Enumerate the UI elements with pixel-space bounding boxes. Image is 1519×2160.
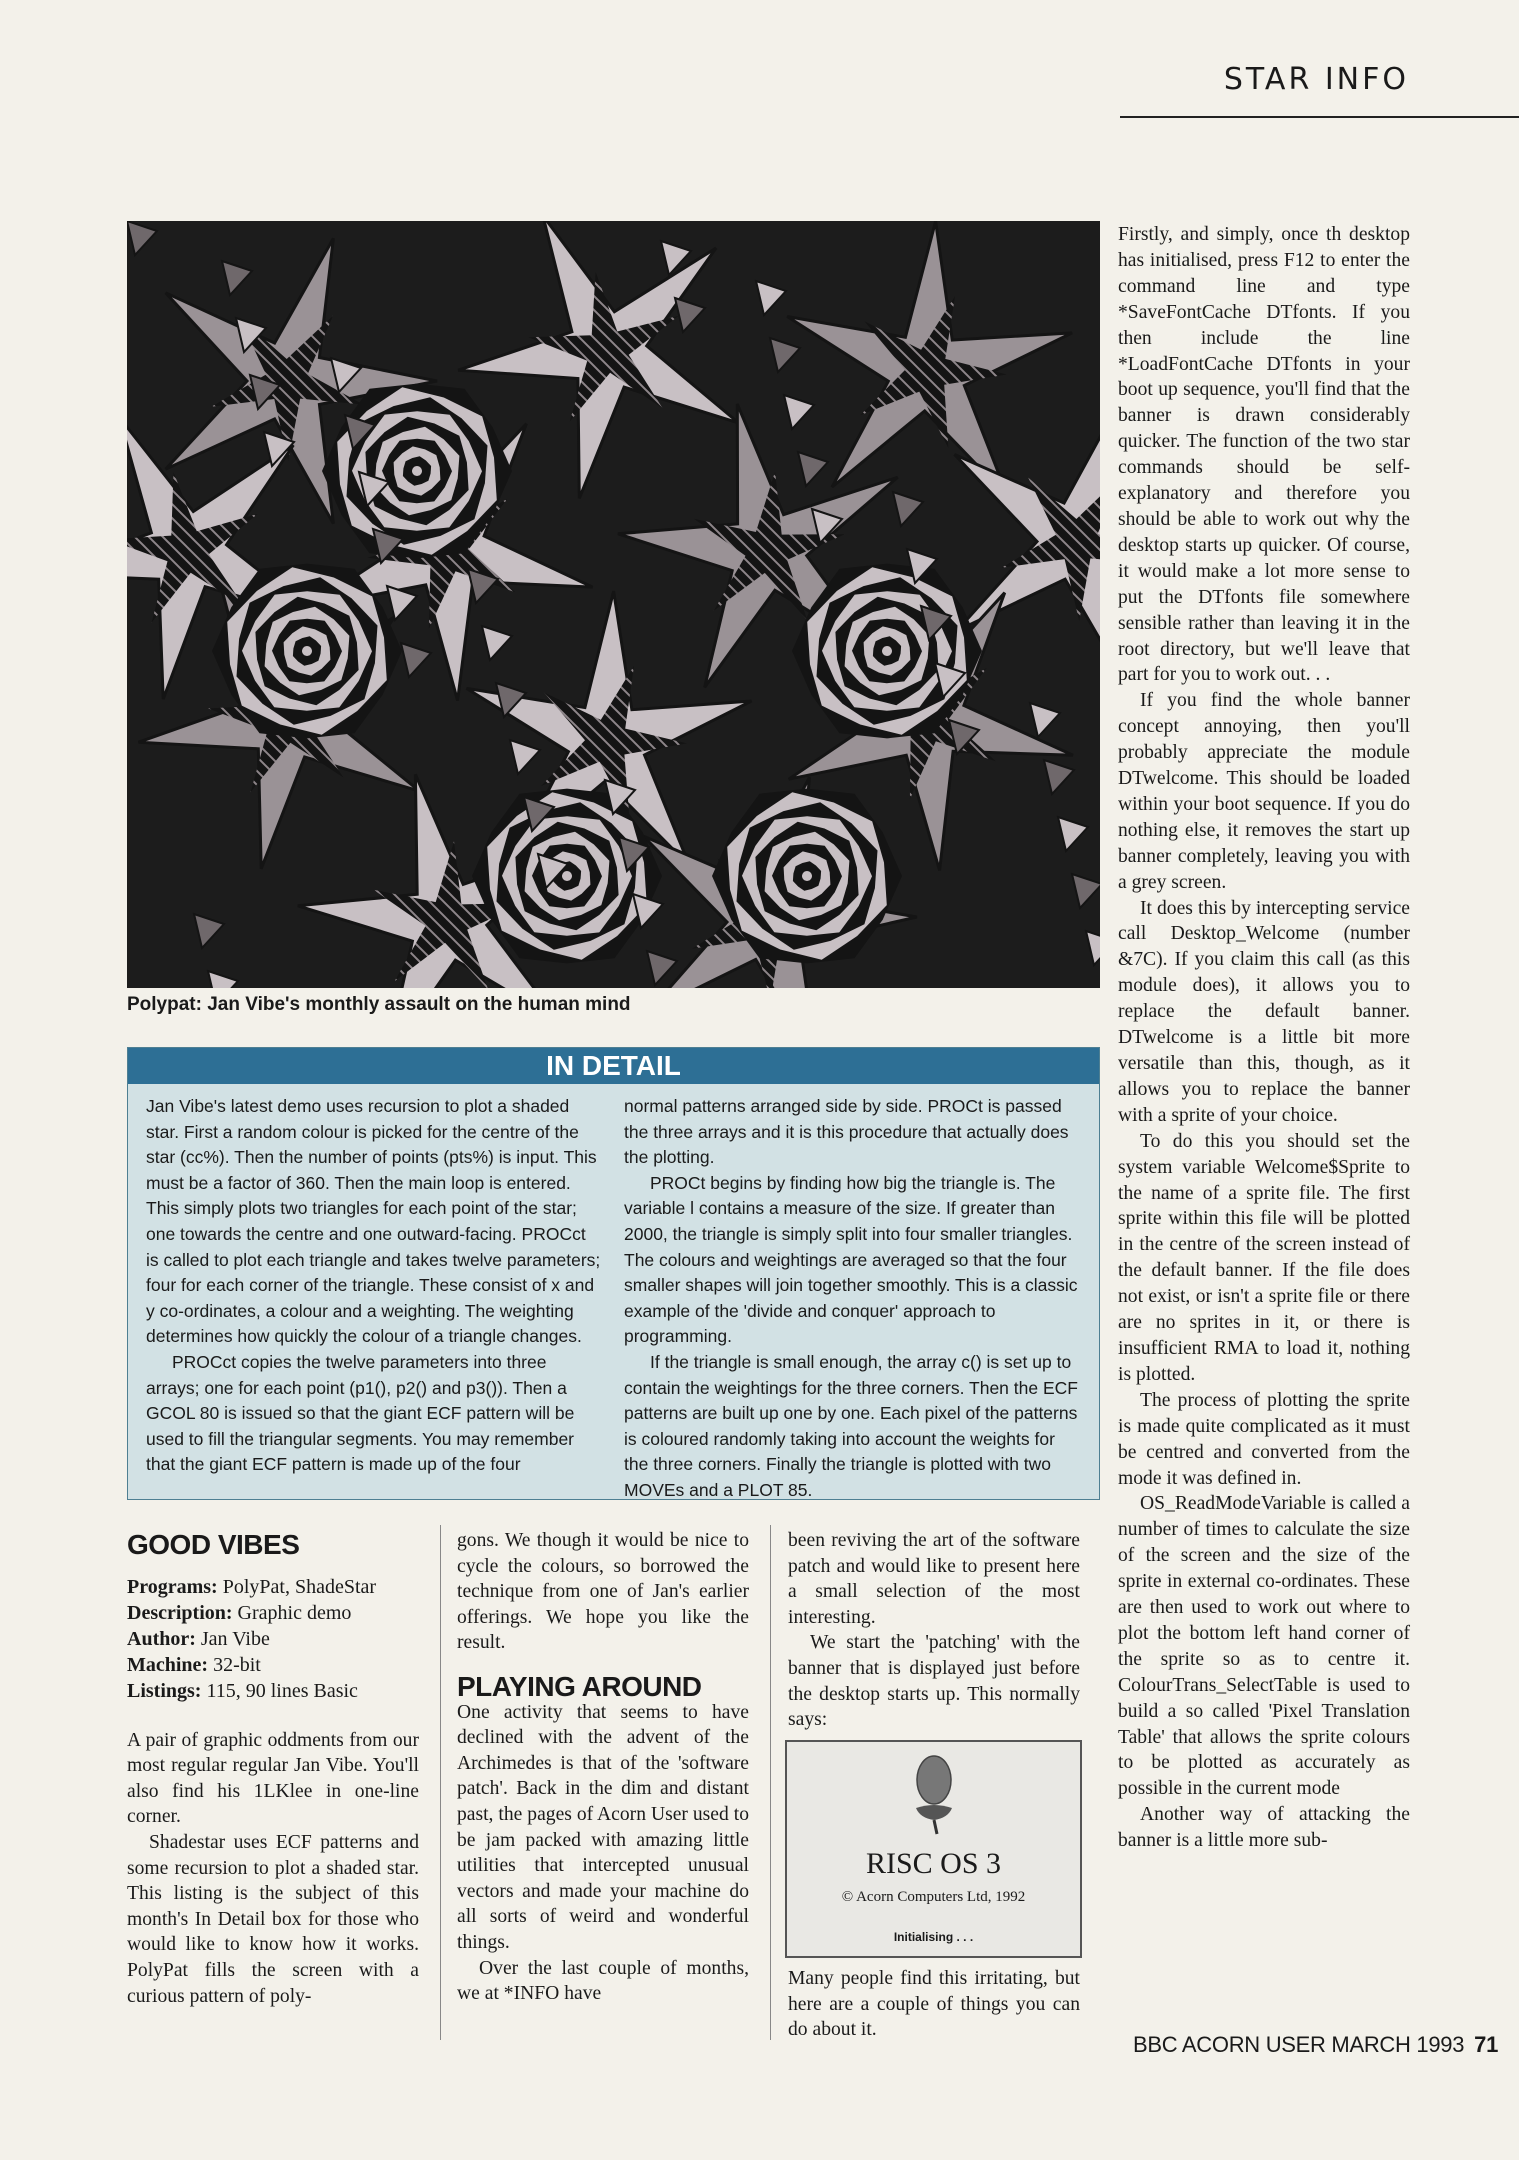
body-paragraph: OS_ReadModeVariable is called a number of times to calculate the size of the screen and the size of the sprite in external co-ordinates. These are then used to work out where to plot the bottom left hand corner of the sprite so as to centre it. ColourTrans_SelectTable is used to build a so called 'Pixel Translation Table' that allows the sprite colours to be plotted as accurately as possible in the current mode [1118,1493,1410,1800]
banner-status: Initialising . . . [893,1930,974,1944]
info-machine: Machine: 32-bit [127,1653,261,1676]
header-rule [1120,116,1519,118]
in-detail-paragraph: PROCt begins by finding how big the triangle is. The variable l contains a measure of the size. If greater than 2000, the triangle is simply split into four smaller triangles. The colours and weightings are averaged so that the four smaller shapes will join together smoothly. This is a classic example of the 'divide and conquer' approach to programming. [624,1172,1078,1347]
polypat-artwork [127,221,1100,988]
good-vibes-paragraph: Shadestar uses ECF patterns and some recursion to plot a shaded star. This listing is the subject of this month's In Detail box for those who would like to know how it works. PolyPat fills the screen with a curious pattern of poly- [127,1831,419,2007]
body-paragraph: It does this by intercepting service call Desktop_Welcome (number &7C). If you claim this call (as this module does), it allows you to replace the default banner. DTwelcome is a little bit more versatile than this, though, as it allows you to replace the banner with a sprite of your choice. [1118,897,1410,1126]
column-patching-end [788,1966,1080,2043]
section-header: STAR INFO [1223,62,1409,97]
art-ring-centre [802,871,812,881]
body-paragraph: One activity that seems to have declined with the advent of the Archimedes is that of the 'software patch'. Back in the dim and distant past, the pages of Acorn User used to be jam packed with amazing little utilities that intercepted unusual vectors and made your machine do all sorts of weird and wonderful things. [457,1701,749,1953]
body-paragraph: We start the 'patching' with the banner that is displayed just before the desktop starts up. This normally says: [788,1632,1080,1731]
page-footer [1133,2032,1498,2058]
playing-around-heading: PLAYING AROUND [457,1670,702,1702]
column-playing-around [457,1528,749,2007]
in-detail-paragraph: If the triangle is small enough, the array c() is set up to contain the weightings for the three corners. Then the ECF patterns are built up one by one. Each pixel of the patterns is coloured randomly taking into account the weights for the three corners. Finally the triangle is plotted with two MOVEs and a PLOT 85. [624,1351,1078,1500]
column-rule [440,1525,441,2040]
in-detail-title: IN DETAIL [128,1048,1099,1084]
risc-os-banner [785,1740,1082,1958]
polypat-pattern [127,221,1100,988]
info-author: Author: Jan Vibe [127,1627,270,1650]
in-detail-left-column [146,1094,601,1478]
body-paragraph: gons. We though it would be nice to cycle the colours, so borrowed the technique from one of Jan's earlier offerings. We hope you like the result. [457,1530,749,1654]
in-detail-paragraph: normal patterns arranged side by side. PROCt is passed the three arrays and it is this procedure that actually does the plotting. [624,1096,1069,1168]
in-detail-right-column [624,1094,1084,1504]
art-ring-centre [882,646,892,656]
body-paragraph: Firstly, and simply, once th desktop has initialised, press F12 to enter the command line and type *SaveFontCache DTfonts. If you then include the line *LoadFontCache DTfonts in your boot up sequence, you'll find that the banner is drawn considerably quicker. The function of the two star commands should be self-explanatory and therefore you should be able to work out why the desktop starts up quicker. Of course, it would make a lot more sense to put the DTfonts file somewhere sensible rather than leaving it in the root directory, but we'll leave that part for you to work out. . . [1118,224,1410,686]
body-paragraph: Another way of attacking the banner is a little more sub- [1118,1804,1410,1852]
body-paragraph: been reviving the art of the software patch and would like to present here a small selection of the most interesting. [788,1530,1080,1628]
acorn-icon [904,1750,964,1840]
art-ring-centre [412,466,422,476]
image-caption: Polypat: Jan Vibe's monthly assault on the human mind [127,994,631,1015]
column-good-vibes [127,1529,419,2009]
banner-copyright: © Acorn Computers Ltd, 1992 [841,1889,1026,1905]
page-number: 71 [1474,2032,1499,2057]
body-paragraph: The process of plotting the sprite is made quite complicated as it must be centred and converted from the mode it was defined in. [1118,1389,1410,1489]
info-description: Description: Graphic demo [127,1601,352,1624]
in-detail-box [127,1047,1100,1500]
footer-magazine: BBC ACORN USER MARCH 1993 [1133,2032,1465,2057]
good-vibes-paragraph: A pair of graphic oddments from our most regular regular Jan Vibe. You'll also find his 1LKlee in one-line corner. [127,1729,419,1828]
info-listings: Listings: 115, 90 lines Basic [127,1679,358,1702]
body-paragraph: Many people find this irritating, but here are a couple of things you can do about it. [788,1968,1080,2041]
in-detail-paragraph: PROCct copies the twelve parameters into three arrays; one for each point (p1(), p2() and p3()). Then a GCOL 80 is issued so that the giant ECF pattern will be used to fill the triangular segments. You may remember that the giant ECF pattern is made up of the four [146,1351,575,1475]
art-ring-centre [562,871,572,881]
info-programs: Programs: PolyPat, ShadeStar [127,1575,377,1598]
in-detail-paragraph: Jan Vibe's latest demo uses recursion to plot a shaded star. First a random colour is picked for the centre of the star (cc%). Then the number of points (pts%) is input. This must be a factor of 360. Then the main loop is entered. This simply plots two triangles for each point of the star; one towards the centre and one outward-facing. PROCct is called to plot each triangle and takes twelve parameters; four for each corner of the triangle. These consist of x and y co-ordinates, a colour and a weighting. The weighting determines how quickly the colour of a triangle changes. [146,1096,601,1347]
column-patching [788,1528,1080,1733]
body-paragraph: If you find the whole banner concept annoying, then you'll probably appreciate the module DTwelcome. This should be loaded within your boot sequence. If you do nothing else, it removes the start up banner completely, leaving you with a grey screen. [1118,690,1410,893]
banner-title: RISC OS 3 [865,1847,1002,1880]
column-rule [770,1525,771,2040]
column-banner-patches [1118,222,1410,1854]
body-paragraph: To do this you should set the system variable Welcome$Sprite to the name of a sprite file. The first sprite within this file will be plotted in the centre of the screen instead of the default banner. If the file does not exist, or isn't a sprite file or there are no sprites in it, or there is insufficient RMA to load it, nothing is plotted. [1118,1130,1410,1385]
body-paragraph: Over the last couple of months, we at *INFO have [457,1957,749,2005]
good-vibes-title: GOOD VIBES [127,1529,300,1560]
art-ring-centre [302,646,312,656]
